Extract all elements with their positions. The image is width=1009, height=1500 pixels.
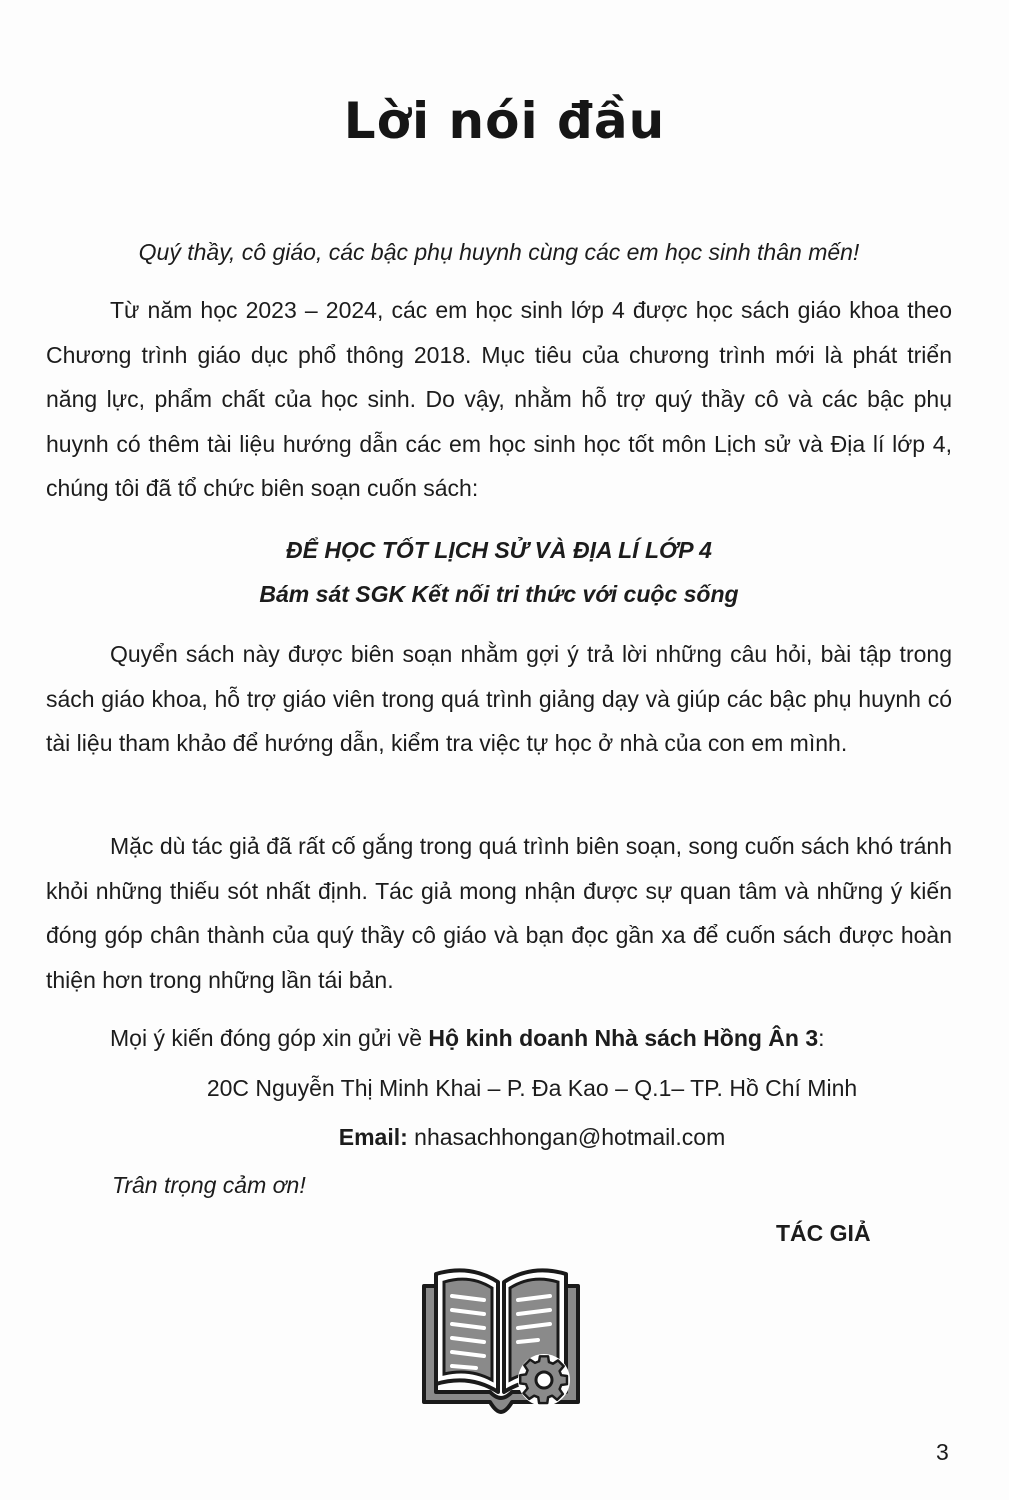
page-title: Lời nói đầu <box>343 92 666 150</box>
page-number: 3 <box>936 1439 949 1465</box>
book-title-subtitle: Bám sát SGK Kết nối tri thức với cuộc sống <box>259 581 739 607</box>
publisher-address: 20C Nguyễn Thị Minh Khai – P. Đa Kao – Q.1– TP. Hồ Chí Minh <box>206 1075 858 1101</box>
email-address: nhasachhongan@hotmail.com <box>407 1124 726 1150</box>
author-signature: TÁC GIẢ <box>776 1220 871 1246</box>
email-label: Email: <box>338 1124 408 1150</box>
book-title-main: ĐỂ HỌC TỐT LỊCH SỬ VÀ ĐỊA LÍ LỚP 4 <box>286 537 712 563</box>
open-book-with-gear-icon <box>420 1262 582 1418</box>
publisher-name: Hộ kinh doanh Nhà sách Hồng Ân 3 <box>428 1025 819 1051</box>
paragraph-purpose: Quyển sách này được biên soạn nhằm gợi ý trả lời những câu hỏi, bài tập trong sách giáo khoa, hỗ trợ giáo viên trong quá trình giảng dạy và giúp các bậc phụ huynh có tài liệu tham khảo để hướng dẫn, kiểm tra việc tự học ở nhà của con em mình. <box>46 641 952 756</box>
contact-line <box>110 1016 825 1060</box>
paragraph-intro: Từ năm học 2023 – 2024, các em học sinh lớp 4 được học sách giáo khoa theo Chương trình giáo dục phổ thông 2018. Mục tiêu của chương trình mới là phát triển năng lực, phẩm chất của học sinh. Do vậy, nhằm hỗ trợ quý thầy cô và các bậc phụ huynh có thêm tài liệu hướng dẫn các em học sinh học tốt môn Lịch sử và Địa lí lớp 4, chúng tôi đã tổ chức biên soạn cuốn sách: <box>46 297 952 501</box>
contact-intro: Mọi ý kiến đóng góp xin gửi về <box>110 1025 429 1051</box>
paragraph-feedback: Mặc dù tác giả đã rất cố gắng trong quá trình biên soạn, song cuốn sách khó tránh khỏi những thiếu sót nhất định. Tác giả mong nhận được sự quan tâm và những ý kiến đóng góp chân thành của quý thầy cô giáo và bạn đọc gần xa để cuốn sách được hoàn thiện hơn trong những lần tái bản. <box>46 833 952 993</box>
contact-colon: : <box>818 1025 825 1051</box>
email-line <box>0 1115 1009 1159</box>
closing-thanks: Trân trọng cảm ơn! <box>112 1172 306 1198</box>
greeting: Quý thầy, cô giáo, các bậc phụ huynh cùng các em học sinh thân mến! <box>138 239 860 265</box>
